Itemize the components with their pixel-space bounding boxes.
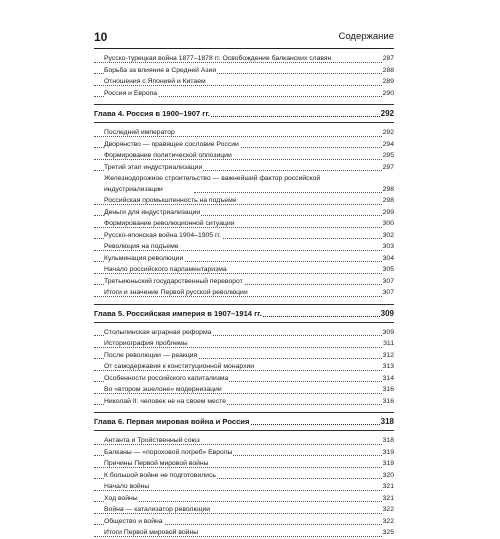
- toc-entry-title: Кульминация революции: [104, 254, 184, 262]
- toc-entry: [94, 396, 394, 408]
- toc-entry: [94, 338, 394, 350]
- toc-entry-title: Во «втором эшелоне» модернизации: [104, 386, 222, 393]
- toc-entry-title: Последний император: [104, 129, 175, 136]
- toc-entry: [94, 207, 394, 219]
- toc-entry-title: К большой войне не подготовились: [104, 471, 216, 479]
- chapter-heading: [94, 412, 394, 431]
- toc-entry: [94, 493, 394, 505]
- toc-entry-title: Революция на подъеме: [104, 243, 179, 250]
- toc-entry-page-number: 320: [382, 470, 394, 482]
- toc-entry: [94, 253, 394, 265]
- chapter-heading-title: Глава 5. Российская империя в 1907–1914 гг.: [94, 308, 262, 318]
- toc-entry: [94, 373, 394, 385]
- toc-entry-page-number: 321: [382, 481, 394, 493]
- toc-entry-title: Балканы — «пороховой погреб» Европы: [104, 448, 233, 456]
- toc-entry: [94, 218, 394, 230]
- toc-entry: [94, 350, 394, 362]
- toc-entry: [94, 264, 394, 276]
- toc-entry-page-number: 312: [382, 350, 394, 362]
- toc-entry-page-number: 311: [382, 338, 394, 350]
- toc-entry-title: Россия и Европа: [104, 89, 158, 97]
- toc-entry: [94, 384, 394, 396]
- toc-entry-page-number: 303: [382, 241, 394, 253]
- toc-entry-page-number: 295: [382, 150, 394, 162]
- dot-leader: [194, 192, 394, 193]
- toc-entry-title: Третьиюньский государственный переворот: [104, 277, 243, 285]
- toc-entry-page-number: 304: [382, 253, 394, 265]
- toc-entry-page-number: 309: [382, 327, 394, 339]
- toc-entry: [94, 470, 394, 482]
- toc-entry: [94, 435, 394, 447]
- toc-entry: [94, 481, 394, 493]
- toc-entry-title: Русско-японская война 1904–1905 гг.: [104, 231, 221, 239]
- toc-entry: [94, 287, 394, 299]
- toc-entry-title: Николай II: человек не на своем месте: [104, 397, 227, 405]
- toc-entry-page-number: 316: [382, 384, 394, 396]
- chapter-heading-page-number: 292: [380, 105, 394, 122]
- toc-entry-page-number: 298: [382, 184, 394, 195]
- toc-entry-page-number: 313: [382, 361, 394, 373]
- toc-entry-title: Борьба за влияние в Средней Азии: [104, 66, 217, 74]
- page-header: [94, 30, 394, 49]
- toc-entry-title: Ход войны: [104, 494, 138, 502]
- toc-entry: [94, 527, 394, 539]
- toc-entry: [94, 361, 394, 373]
- toc-entry-title: Железнодорожное строительство — важнейший фактор российской: [104, 175, 321, 182]
- toc-entry-title: Общество и война: [104, 517, 163, 525]
- toc-entry-title: Итоги Первой мировой войны: [104, 529, 199, 536]
- toc-entry: [94, 504, 394, 516]
- toc-entry: [94, 88, 394, 100]
- toc-entry: [94, 195, 394, 207]
- toc-entry-title: Начало войны: [104, 483, 150, 490]
- toc-entry: [94, 76, 394, 88]
- running-title: Содержание: [338, 31, 394, 42]
- chapter-heading-title: Глава 6. Первая мировая война и Россия: [94, 417, 250, 426]
- toc-entry-page-number: 322: [382, 516, 394, 528]
- toc-entry: [94, 150, 394, 162]
- toc-entry-title: Историография проблемы: [104, 340, 188, 347]
- chapter-heading-page-number: 318: [380, 413, 394, 430]
- toc-entry-page-number: 307: [382, 276, 394, 288]
- chapter-heading-title: Глава 4. Россия в 1900–1907 гг.: [94, 109, 210, 118]
- toc-entry-page-number: 321: [382, 493, 394, 505]
- toc-entry: [94, 516, 394, 528]
- toc-entry: [94, 65, 394, 77]
- toc-entry-page-number: 302: [382, 230, 394, 242]
- toc-entry-page-number: 287: [382, 53, 394, 65]
- toc-entry: [94, 327, 394, 339]
- toc-entry-title: Война — катализатор революции: [104, 506, 211, 513]
- toc-entry: [94, 53, 394, 65]
- toc-entry: [94, 173, 394, 195]
- toc-entry-page-number: 316: [382, 396, 394, 408]
- toc-entry: [94, 458, 394, 470]
- toc-entry-page-number: 318: [382, 435, 394, 447]
- toc-entry-page-number: 300: [382, 218, 394, 230]
- toc-entry-page-number: 294: [382, 139, 394, 151]
- toc-entry-page-number: 288: [382, 65, 394, 77]
- toc-entry-page-number: 305: [382, 264, 394, 276]
- toc-entry-page-number: 297: [382, 162, 394, 174]
- toc-page: [94, 30, 394, 539]
- toc-entry: [94, 230, 394, 242]
- toc-entry-title: Деньги для индустриализации: [104, 208, 201, 216]
- page-number: 10: [94, 30, 108, 44]
- toc-entry-page-number: 314: [382, 373, 394, 385]
- toc-entry-title: Формирование политической оппозиции: [104, 152, 232, 159]
- toc-entry: [94, 447, 394, 459]
- toc-entry-title: Начало российского парламентаризма: [104, 266, 227, 273]
- toc-entry-page-number: 298: [382, 195, 394, 207]
- toc-entry-title: Русско-турецкая война 1877–1878 гг. Освобождение балканских славян: [104, 55, 332, 62]
- toc-entry: [94, 139, 394, 151]
- toc-entry-title: Итоги и значение Первой русской революции: [104, 289, 248, 296]
- toc-entry: [94, 127, 394, 139]
- toc-entry-title: Антанта и Тройственный союз: [104, 437, 200, 444]
- toc-entry-title: После революции — реакция: [104, 351, 198, 359]
- toc-entry-title: Дворянство — правящее сословие России: [104, 140, 239, 148]
- toc-entry: [94, 241, 394, 253]
- toc-entry-title: Отношения с Японией и Китаем: [104, 78, 206, 85]
- table-of-contents: [94, 53, 394, 539]
- toc-entry-page-number: 319: [382, 458, 394, 470]
- toc-entry-page-number: 322: [382, 504, 394, 516]
- toc-entry-title: Причины Первой мировой войны: [104, 460, 209, 467]
- toc-entry-page-number: 290: [382, 88, 394, 100]
- dot-leader: [94, 501, 394, 502]
- toc-entry: [94, 276, 394, 288]
- chapter-heading-page-number: 309: [380, 305, 394, 322]
- toc-entry: [94, 162, 394, 174]
- chapter-heading: [94, 104, 394, 123]
- toc-entry-title-continued: индустриализации: [104, 184, 163, 195]
- toc-entry-title: Российская промышленность на подъеме: [104, 197, 237, 204]
- toc-entry-title: Третий этап индустриализации: [104, 163, 203, 171]
- toc-entry-title: Формирование революционной ситуации: [104, 220, 235, 227]
- toc-entry-page-number: 325: [382, 527, 394, 539]
- toc-entry-page-number: 299: [382, 207, 394, 219]
- toc-entry-page-number: 289: [382, 76, 394, 88]
- toc-entry-title: Столыпинская аграрная реформа: [104, 328, 212, 336]
- toc-entry-page-number: 292: [382, 127, 394, 139]
- chapter-heading: [94, 304, 394, 323]
- toc-entry-title: Особенности российского капитализма: [104, 374, 229, 382]
- toc-entry-page-number: 307: [382, 287, 394, 299]
- toc-entry-title: От самодержавия к конституционной монархии: [104, 363, 255, 370]
- toc-entry-page-number: 319: [382, 447, 394, 459]
